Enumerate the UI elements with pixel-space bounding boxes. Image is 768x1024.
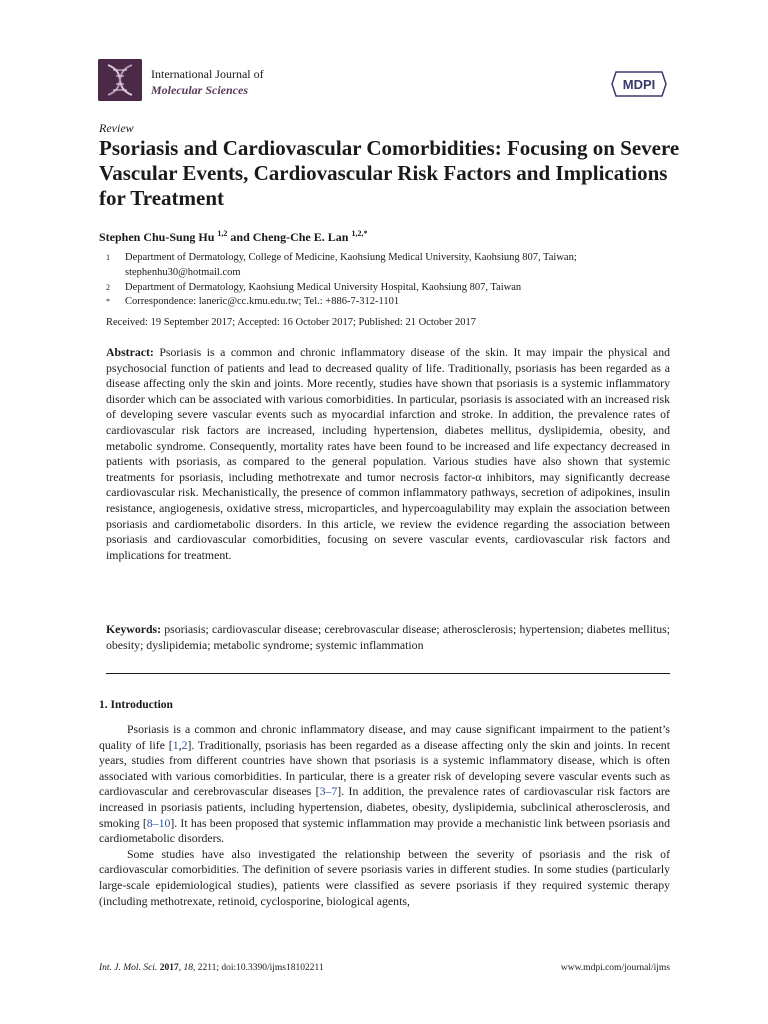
mdpi-logo-text: MDPI <box>622 77 656 92</box>
correspondence-text: Correspondence: laneric@cc.kmu.edu.tw; Tel.: +886-7-312-1101 <box>125 296 400 307</box>
citation-link[interactable]: 1 <box>172 737 179 752</box>
journal-name <box>151 66 264 98</box>
paragraph-text: Psoriasis is a common and chronic inflammatory disease, and may cause significant impairment to the patient’s quality of life [ <box>99 722 670 752</box>
affiliation-text: Department of Dermatology, College of Medicine, Kaohsiung Medical University, Kaohsiung 807, Taiwan; stephenhu30@hotmail.com <box>125 252 577 278</box>
introduction-body <box>99 722 670 909</box>
abstract-label: Abstract: <box>106 345 154 359</box>
footer-journal-abbrev: Int. J. Mol. Sci. <box>99 963 158 973</box>
author-1[interactable]: Stephen Chu-Sung Hu <box>99 230 215 244</box>
affiliation-text: Department of Dermatology, Kaohsiung Medical University Hospital, Kaohsiung 807, Taiwan <box>125 282 522 293</box>
footer-citation: Int. J. Mol. Sci. 2017, 18, 2211; doi:10.3390/ijms18102211 <box>99 963 324 973</box>
article-type: Review <box>99 121 134 135</box>
section-divider <box>106 673 670 674</box>
article-title: Psoriasis and Cardiovascular Comorbidities: Focusing on Severe Vascular Events, Cardiovascular Risk Factors and Implications for Treatment <box>99 136 680 210</box>
keywords-text: psoriasis; cardiovascular disease; cerebrovascular disease; atherosclerosis; hypertension; diabetes mellitus; obesity; dyslipidemia; metabolic syndrome; systemic inflammation <box>106 622 671 652</box>
keywords <box>106 622 670 653</box>
section-heading: 1. Introduction <box>99 699 173 711</box>
citation-link[interactable]: 3–7 <box>319 784 338 799</box>
authors <box>99 229 367 245</box>
keywords-label: Keywords: <box>106 622 162 636</box>
journal-name-line2: Molecular Sciences <box>151 83 248 97</box>
abstract <box>106 345 670 563</box>
correspondence-marker: * <box>106 297 110 306</box>
affiliation-2 <box>99 280 679 295</box>
publication-dates: Received: 19 September 2017; Accepted: 16 October 2017; Published: 21 October 2017 <box>106 317 477 328</box>
correspondence <box>99 294 679 309</box>
journal-logo-icon <box>98 59 142 101</box>
author-join: and <box>227 230 253 244</box>
affiliation-1 <box>99 250 679 280</box>
abstract-text: Psoriasis is a common and chronic inflammatory disease of the skin. It may impair the physical and psychosocial function of patients and lead to decreased quality of life. Traditionally, psoriasis has been regarded as a disease affecting only the skin and joints. More recently, studies have shown that psoriasis is a systemic inflammatory disorder which can be associated with various comorbidities. In particular, psoriasis is associated with an increased risk of developing severe vascular events such as myocardial infarction and stroke. In addition, the prevalence rates of cardiovascular risk factors are increased, including hypertension, diabetes mellitus, dyslipidemia, obesity, and metabolic syndrome. Consequently, mortality rates have been found to be increased and life expectancy decreased in patients with psoriasis, as compared to the general population. Various studies have also shown that systemic treatments for psoriasis, including methotrexate and tumor necrosis factor-α inhibitors, may significantly decrease cardiovascular risk. Mechanistically, the presence of common inflammatory pathways, secretion of adipokines, insulin resistance, angiogenesis, oxidative stress, microparticles, and hypercoagulability may explain the association between psoriasis and cardiometabolic disorders. In this article, we review the evidence regarding the association between psoriasis and cardiovascular comorbidities, focusing on severe vascular events, cardiovascular risk factors and implications for treatment. <box>106 345 670 562</box>
citation-link[interactable]: 8–10 <box>146 815 171 830</box>
paragraph-1 <box>99 722 670 847</box>
paragraph-text: ]. It has been proposed that systemic inflammation may provide a mechanistic link between psoriasis and cardiometabolic disorders. <box>99 815 670 846</box>
paragraph-text: ]. Traditionally, psoriasis has been regarded as a disease affecting only the skin and joints. In recent years, studies from different countries have shown that psoriasis is a systemic inflammatory disease, which is often associated with various comorbidities. In particular, there is a greater risk of developing severe vascular events such as cardiovascular and cerebrovascular diseases [ <box>99 737 670 799</box>
citation-link[interactable]: 2 <box>181 737 188 752</box>
footer-volume: 18 <box>183 963 193 973</box>
affiliation-number: 2 <box>106 283 110 292</box>
footer-doi: , 2211; doi:10.3390/ijms18102211 <box>192 963 324 973</box>
paragraph-2: Some studies have also investigated the relationship between the severity of psoriasis and the risk of cardiovascular comorbidities. The definition of severe psoriasis varies in different studies. In some studies (particularly large-scale epidemiological studies), patients were classified as severe psoriasis if they required systemic therapy (including methotrexate, retinoid, cyclosporine, biological agents, <box>99 846 670 908</box>
author-2-affiliation: 1,2,* <box>351 229 368 238</box>
journal-name-line1: International Journal of <box>151 67 264 81</box>
paragraph-text: ]. In addition, the prevalence rates of cardiovascular risk factors are increased in psoriasis patients, including hypertension, diabetes, obesity, dyslipidemia, subclinical atherosclerosis, and smoking [ <box>99 784 670 830</box>
affiliation-number: 1 <box>106 253 110 262</box>
author-2[interactable]: Cheng-Che E. Lan <box>252 230 349 244</box>
footer-year: 2017 <box>159 963 179 973</box>
paragraph-text: , <box>178 737 182 752</box>
footer-journal-url[interactable]: www.mdpi.com/journal/ijms <box>560 963 670 973</box>
mdpi-logo-icon <box>610 70 668 98</box>
author-1-affiliation: 1,2 <box>217 229 228 238</box>
